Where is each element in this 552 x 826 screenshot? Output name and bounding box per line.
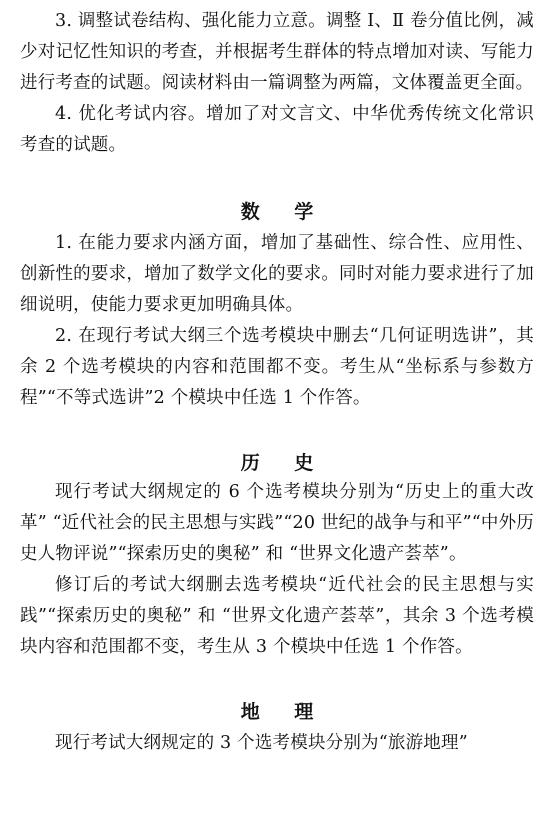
math-heading: 数 学 xyxy=(240,201,328,223)
geography-paragraph-1: 现行考试大纲规定的 3 个选考模块分别为“旅游地理” xyxy=(55,733,468,753)
history-paragraph-1: 现行考试大纲规定的 6 个选考模块分别为“历史上的重大改革” “近代社会的民主思想与实践”“20 世纪的战争与和平”“中外历史人物评说”“探索历史的奥秘” 和 “世界文化遗产荟萃”。 xyxy=(20,482,534,564)
math-paragraph-1: 1. 在能力要求内涵方面，增加了基础性、综合性、应用性、创新性的要求，增加了数学文化的要求。同时对能力要求进行了加细说明，使能力要求更加明确具体。 xyxy=(20,233,534,315)
history-paragraph-2: 修订后的考试大纲删去选考模块“近代社会的民主思想与实践”“探索历史的奥秘” 和 “世界文化遗产荟萃”，其余 3 个选考模块内容和范围都不变，考生从 3 个模块中任选 1 个作答。 xyxy=(20,575,534,657)
math-paragraph-2: 2. 在现行考试大纲三个选考模块中删去“几何证明选讲”，其余 2 个选考模块的内容和范围都不变。考生从“坐标系与参数方程”“不等式选讲”2 个模块中任选 1 个作答。 xyxy=(20,326,534,408)
geography-heading: 地 理 xyxy=(240,701,328,723)
history-heading: 历 史 xyxy=(240,452,328,474)
chinese-paragraph-4: 4. 优化考试内容。增加了对文言文、中华优秀传统文化常识考查的试题。 xyxy=(20,104,534,155)
chinese-paragraph-3: 3. 调整试卷结构、强化能力立意。调整 Ⅰ、Ⅱ 卷分值比例，减少对记忆性知识的考查，并根据考生群体的特点增加对读、写能力进行考查的试题。阅读材料由一篇调整为两篇，文体覆盖更全面。 xyxy=(20,11,534,93)
